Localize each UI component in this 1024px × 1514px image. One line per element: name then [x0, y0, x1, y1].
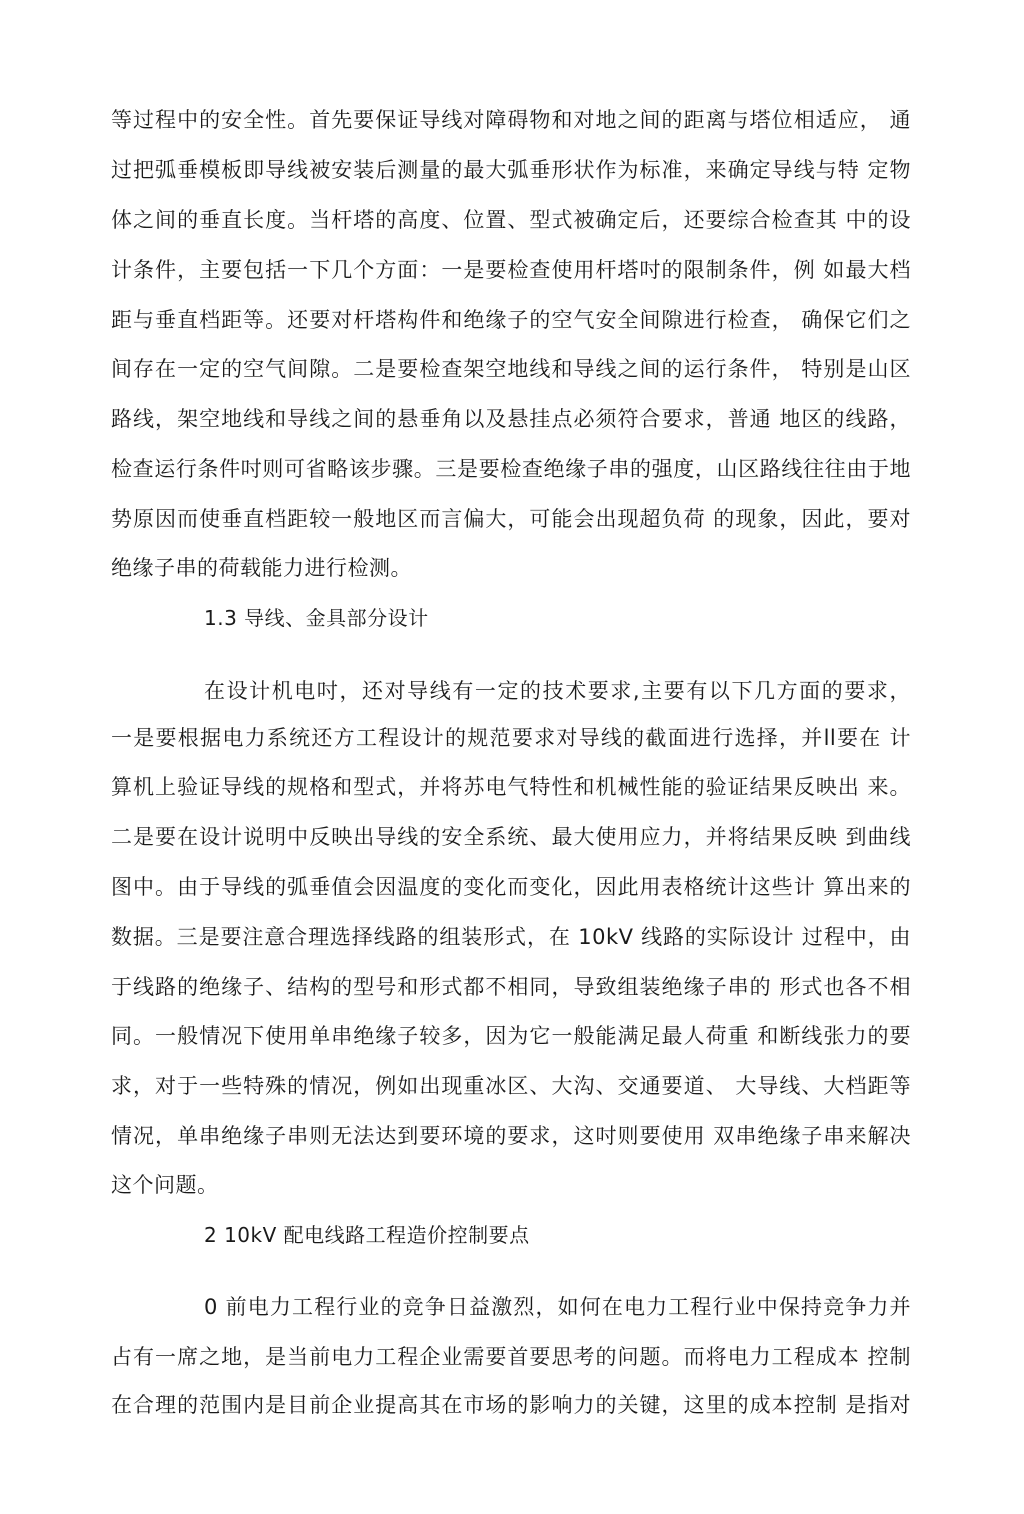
text-line: 情况，单串绝缘子串则无法达到要环境的要求，这吋则要使用 双串绝缘子串来解决: [111, 1124, 911, 1148]
section-heading: 1.3 导线、金具部分设计: [204, 606, 429, 630]
text-line: 于线路的绝缘子、结构的型号和形式都不相同，导致组装绝缘子串的 形式也各不相: [111, 975, 911, 999]
text-line: 势原因而使垂直档距较一般地区而言偏大，可能会出现超负荷 的现象，因此，要对: [111, 507, 911, 531]
text-line: 同。一般情况下使用单串绝缘子较多，因为它一般能满足最人荷重 和断线张力的要: [111, 1024, 911, 1048]
text-line: 二是要在设计说明中反映出导线的安全系统、最大使用应力，并将结果反映 到曲线: [111, 825, 911, 849]
text-line: 图中。由于导线的弧垂值会因温度的变化而变化，因此用表格统计这些计 算出来的: [111, 875, 911, 899]
text-line: 距与垂直档距等。还要对杆塔构件和绝缘子的空气安全间隙进行检查， 确保它们之: [111, 308, 911, 332]
text-line: 间存在一定的空气间隙。二是要检查架空地线和导线之间的运行条件， 特别是山区: [111, 357, 911, 381]
text-line: 路线，架空地线和导线之间的悬垂角以及悬挂点必须符合要求，普通 地区的线路，: [111, 407, 911, 431]
section-heading: 2 10kV 配电线路工程造价控制要点: [204, 1223, 530, 1247]
text-line: 一是要根据电力系统还方工程设计的规范要求对导线的截面进行选择，并ll要在 计: [111, 726, 911, 750]
text-line: 体之间的垂直长度。当杆塔的高度、位置、型式被确定后，还要综合检查其 中的设: [111, 208, 911, 232]
text-line: 在合理的范围内是目前企业提高其在市场的影响力的关键，这里的成本控制 是指对: [111, 1393, 911, 1417]
text-line: 检查运行条件吋则可省略该步骤。三是要检查绝缘子串的强度，山区路线往往由于地: [111, 457, 911, 481]
text-line: 等过程中的安全性。首先要保证导线对障碍物和对地之间的距离与塔位相适应， 通: [111, 108, 911, 132]
text-line: 求，对于一些特殊的情况，例如出现重冰区、大沟、交通要道、 大导线、大档距等: [111, 1074, 911, 1098]
text-line: 在设计机电吋，还对导线有一定的技术要求,主要有以下几方面的要求，: [204, 679, 911, 703]
text-line: 计条件，主要包括一下几个方面：一是要检查使用杆塔吋的限制条件，例 如最大档: [111, 258, 911, 282]
text-line: 这个问题。: [111, 1173, 219, 1197]
text-line: 过把弧垂模板即导线被安装后测量的最大弧垂形状作为标准，来确定导线与特 定物: [111, 158, 911, 182]
text-line: 绝缘子串的荷载能力进行检测。: [111, 556, 412, 580]
text-line: 数据。三是要注意合理选择线路的组装形式，在 10kV 线路的实际设计 过程中，由: [111, 925, 911, 949]
text-line: 0 前电力工程行业的竞争日益激烈，如何在电力工程行业中保持竞争力并: [204, 1295, 911, 1319]
text-line: 占有一席之地，是当前电力工程企业需要首要思考的问题。而将电力工程成本 控制: [111, 1345, 911, 1369]
text-line: 算机上验证导线的规格和型式，并将苏电气特性和机械性能的验证结果反映出 来。: [111, 775, 911, 799]
